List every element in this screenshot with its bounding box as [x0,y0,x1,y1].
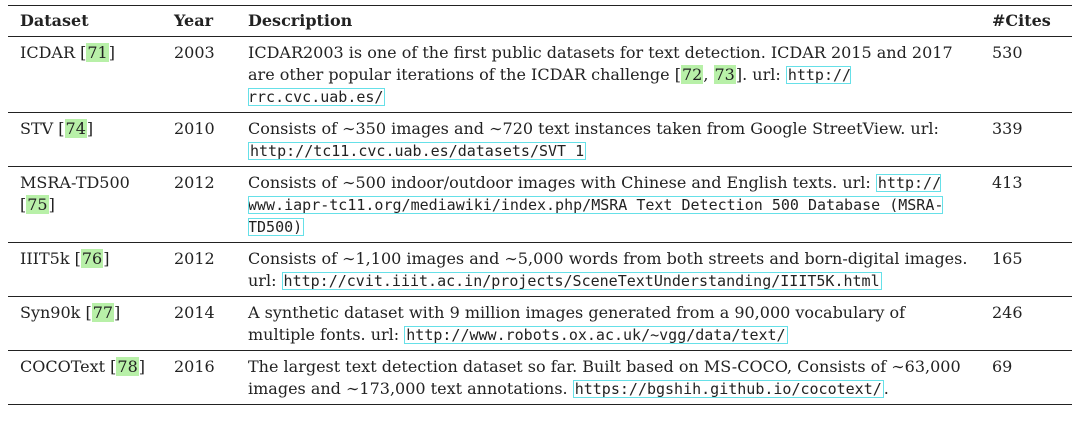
header-cites: #Cites [992,11,1051,30]
dataset-cell: MSRA-TD500 [75] [20,173,130,214]
header-description: Description [248,11,353,30]
year-cell: 2016 [174,357,215,376]
table-row [8,243,1072,297]
citation-link[interactable]: 74 [65,119,86,138]
url-link[interactable]: http://tc11.cvc.uab.es/datasets/SVT_1 [250,142,585,160]
year-cell: 2003 [174,43,215,62]
description-cell: A synthetic dataset with 9 million images generated from a 90,000 vocabulary of multiple fonts. url: http://www.robots.ox.ac.uk/~vgg/data/text/ [248,303,906,344]
dataset-name: IIIT5k [20,249,70,268]
citation-link[interactable]: 75 [27,195,48,214]
header-dataset: Dataset [20,11,89,30]
description-cell: ICDAR2003 is one of the first public datasets for text detection. ICDAR 2015 and 2017 are other popular iterations of the ICDAR challenge [72, 73]. url: http://rrc.cvc.uab.es/ [248,43,953,106]
cites-cell: 339 [992,119,1023,138]
description-cell: Consists of ∼1,100 images and ∼5,000 words from both streets and born-digital images. url: http://cvit.iiit.ac.in/projects/SceneTextUnderstanding/IIIT5K.html [248,249,968,290]
citation-link[interactable]: 78 [117,357,138,376]
cites-cell: 413 [992,173,1023,192]
year-cell: 2010 [174,119,215,138]
dataset-name: ICDAR [20,43,75,62]
dataset-cell: COCOText [78] [20,357,146,376]
citation-link[interactable]: 73 [714,65,735,84]
citation-link[interactable]: 71 [87,43,108,62]
year-cell: 2012 [174,173,215,192]
cites-cell: 246 [992,303,1023,322]
datasets-table [8,5,1072,405]
description-cell: The largest text detection dataset so far. Built based on MS-COCO, Consists of ∼63,000 images and ∼173,000 text annotations. https://bgshih.github.io/cocotext/ . [248,357,961,398]
dataset-name: STV [20,119,54,138]
dataset-cell: ICDAR [71] [20,43,115,62]
citation-link[interactable]: 72 [681,65,703,84]
table-body [8,37,1072,405]
url-link[interactable]: http://rrc.cvc.uab.es/ [248,66,852,106]
dataset-name: Syn90k [20,303,81,322]
url-link[interactable]: http://www.iapr-tc11.org/mediawiki/index.php/MSRA_Text_Detection_500_Database_(MSRA-TD500) [248,174,944,236]
table-row [8,297,1072,351]
dataset-name: MSRA-TD500 [20,173,130,192]
year-cell: 2012 [174,249,215,268]
dataset-cell: IIIT5k [76] [20,249,110,268]
citation-link[interactable]: 77 [92,303,114,322]
year-cell: 2014 [174,303,215,322]
cites-cell: 530 [992,43,1023,62]
dataset-name: COCOText [20,357,106,376]
citation-link[interactable]: 76 [81,249,103,268]
description-cell: Consists of ∼350 images and ∼720 text instances taken from Google StreetView. url: http://tc11.cvc.uab.es/datasets/SVT_1 [248,119,939,160]
url-link[interactable]: https://bgshih.github.io/cocotext/ [574,380,882,398]
url-link[interactable]: http://www.robots.ox.ac.uk/~vgg/data/text/ [406,326,786,344]
header-row [8,6,1072,37]
table-row [8,113,1072,167]
table-row [8,37,1072,113]
table-row [8,351,1072,405]
cites-cell: 69 [992,357,1013,376]
dataset-cell: Syn90k [77] [20,303,121,322]
dataset-cell: STV [74] [20,119,94,138]
table-row [8,167,1072,243]
description-cell: Consists of ∼500 indoor/outdoor images with Chinese and English texts. url: http://www.iapr-tc11.org/mediawiki/index.php/MSRA_Text_Detection_500_Database_(MSRA-TD500) [248,173,944,236]
url-link[interactable]: http://cvit.iiit.ac.in/projects/SceneTextUnderstanding/IIIT5K.html [283,272,880,290]
header-year: Year [174,11,214,30]
cites-cell: 165 [992,249,1023,268]
